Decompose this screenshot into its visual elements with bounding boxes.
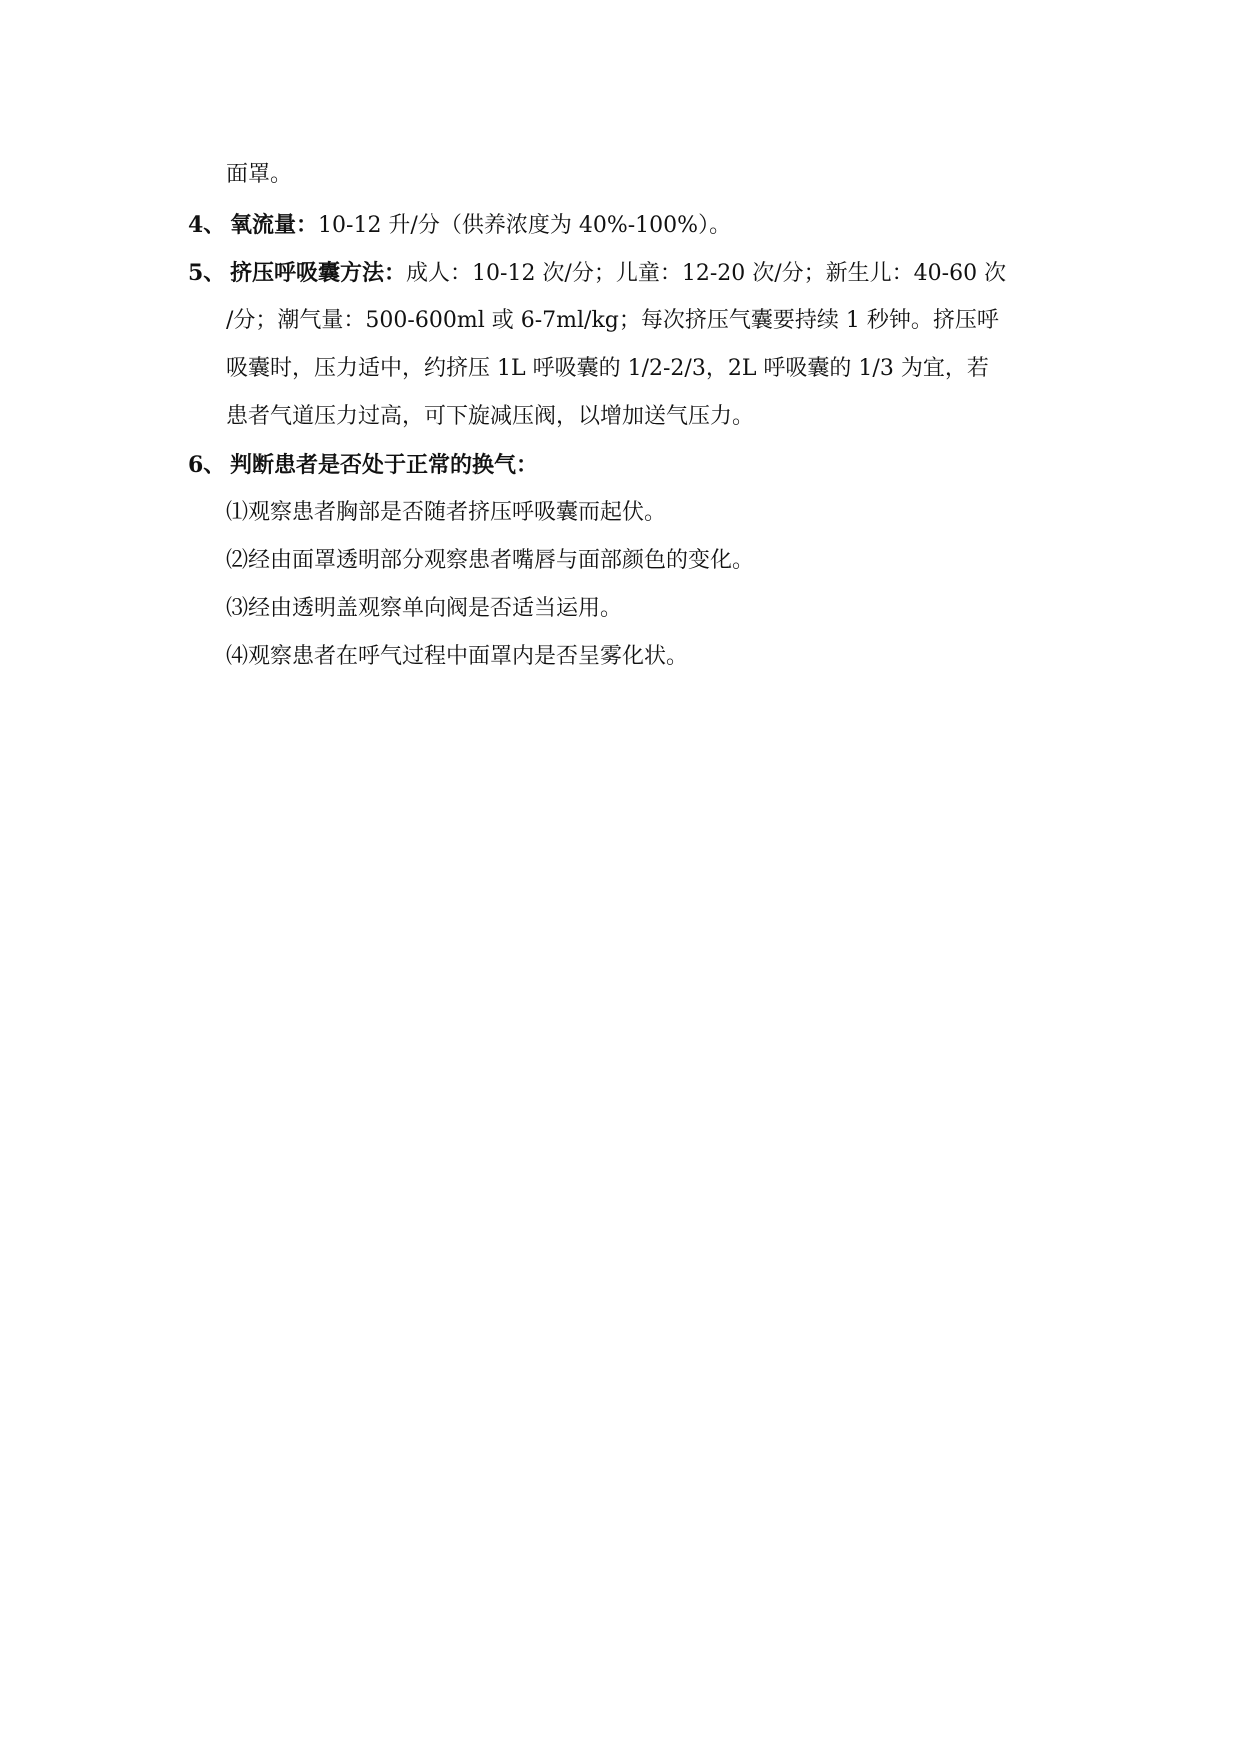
sub-item-1: ⑴观察患者胸部是否随者挤压呼吸囊而起伏。: [226, 500, 667, 525]
item-4-content: [230, 210, 731, 241]
item-4-number: 4、: [188, 212, 226, 238]
continuation-line: 面罩。: [226, 162, 293, 187]
item-5-text-3: 吸囊时，压力适中，约挤压 1L 呼吸囊的 1/2-2/3，2L 呼吸囊的 1/3 为宜，若: [226, 356, 989, 381]
item-5-text-1: 成人：10-12 次/分；儿童：12-20 次/分；新生儿：40-60 次: [406, 261, 1007, 286]
sub-item-4: ⑷观察患者在呼气过程中面罩内是否呈雾化状。: [226, 644, 689, 669]
item-5-text-4: 患者气道压力过高，可下旋减压阀，以增加送气压力。: [226, 404, 755, 429]
item-5-text-2: /分；潮气量：500-600ml 或 6-7ml/kg；每次挤压气囊要持续 1 秒钟。挤压呼: [226, 308, 999, 333]
item-6-title: 判断患者是否处于正常的换气：: [230, 452, 539, 478]
item-5-title: 挤压呼吸囊方法：: [230, 260, 407, 286]
item-6-number: 6、: [188, 452, 226, 478]
sub-item-3: ⑶经由透明盖观察单向阀是否适当运用。: [226, 596, 623, 621]
sub-item-2: ⑵经由面罩透明部分观察患者嘴唇与面部颜色的变化。: [226, 548, 755, 573]
item-5-number: 5、: [188, 260, 226, 286]
item-4-title: 氧流量：: [230, 212, 319, 238]
item-4-text: 10-12 升/分（供养浓度为 40%-100%）。: [318, 213, 732, 238]
item-5-content: [230, 258, 1006, 289]
